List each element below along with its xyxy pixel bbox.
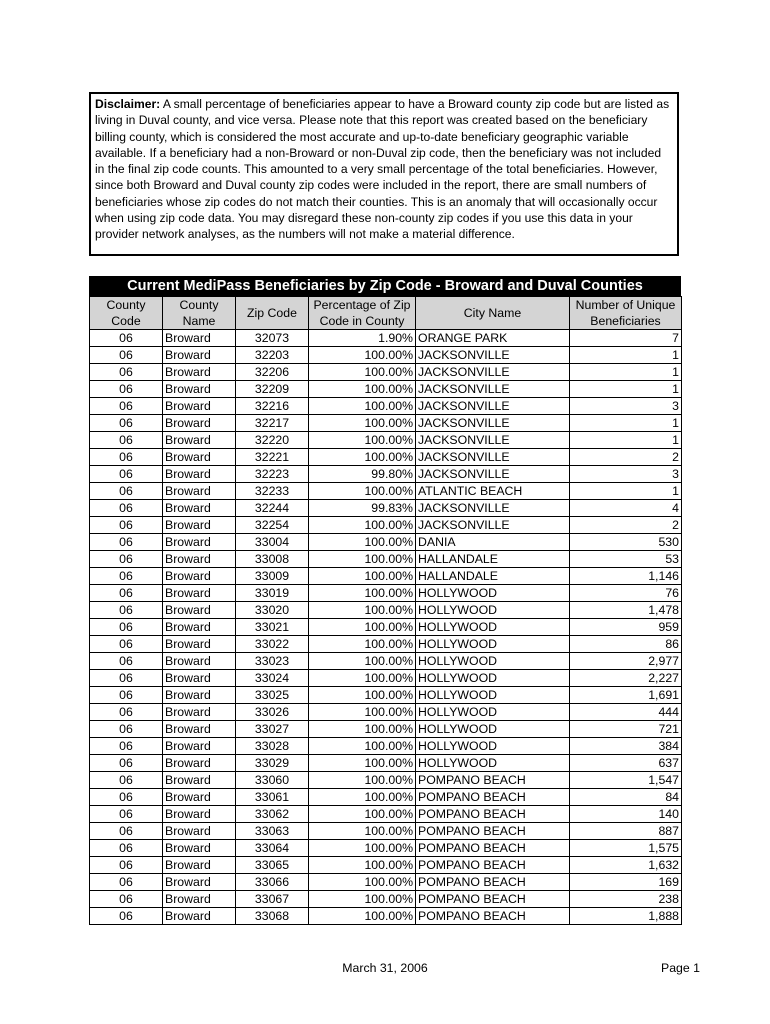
- table-row: [90, 772, 682, 789]
- cell-city-name: POMPANO BEACH: [416, 857, 570, 874]
- cell-percentage: 100.00%: [309, 517, 416, 534]
- table-row: [90, 789, 682, 806]
- cell-percentage: 100.00%: [309, 653, 416, 670]
- table-row: [90, 891, 682, 908]
- header-county-name: County Name: [163, 297, 236, 330]
- cell-city-name: JACKSONVILLE: [416, 500, 570, 517]
- cell-county-name: Broward: [163, 806, 236, 823]
- cell-zip-code: 32233: [236, 483, 309, 500]
- cell-county-code: 06: [90, 653, 163, 670]
- cell-percentage: 100.00%: [309, 432, 416, 449]
- cell-percentage: 100.00%: [309, 908, 416, 925]
- cell-county-code: 06: [90, 687, 163, 704]
- cell-county-code: 06: [90, 551, 163, 568]
- cell-county-name: Broward: [163, 398, 236, 415]
- cell-county-code: 06: [90, 330, 163, 347]
- footer-date: March 31, 2006: [342, 961, 428, 975]
- cell-beneficiaries: 887: [570, 823, 682, 840]
- cell-city-name: POMPANO BEACH: [416, 789, 570, 806]
- cell-zip-code: 33066: [236, 874, 309, 891]
- cell-city-name: HOLLYWOOD: [416, 721, 570, 738]
- cell-county-code: 06: [90, 466, 163, 483]
- cell-percentage: 100.00%: [309, 806, 416, 823]
- cell-county-code: 06: [90, 840, 163, 857]
- cell-county-name: Broward: [163, 483, 236, 500]
- cell-city-name: HALLANDALE: [416, 568, 570, 585]
- footer-page-number: Page 1: [661, 961, 700, 975]
- cell-percentage: 100.00%: [309, 840, 416, 857]
- cell-county-name: Broward: [163, 857, 236, 874]
- cell-county-code: 06: [90, 602, 163, 619]
- cell-beneficiaries: 1,575: [570, 840, 682, 857]
- cell-city-name: HOLLYWOOD: [416, 585, 570, 602]
- cell-percentage: 100.00%: [309, 823, 416, 840]
- cell-county-code: 06: [90, 398, 163, 415]
- cell-zip-code: 32206: [236, 364, 309, 381]
- cell-zip-code: 33029: [236, 755, 309, 772]
- cell-zip-code: 33064: [236, 840, 309, 857]
- cell-city-name: HALLANDALE: [416, 551, 570, 568]
- cell-county-name: Broward: [163, 823, 236, 840]
- cell-beneficiaries: 1: [570, 432, 682, 449]
- cell-county-code: 06: [90, 806, 163, 823]
- cell-city-name: HOLLYWOOD: [416, 738, 570, 755]
- cell-beneficiaries: 1: [570, 364, 682, 381]
- cell-beneficiaries: 1: [570, 415, 682, 432]
- cell-county-name: Broward: [163, 585, 236, 602]
- disclaimer-text: A small percentage of beneficiaries appear to have a Broward county zip code but are listed as living in Duval county, and vice versa. Please note that this report was created based on the beneficiary billing county, which is considered the most accurate and up-to-date beneficiary geographic variable available. If a beneficiary had a non-Broward or non-Duval zip code, then the beneficiary was not included in the final zip code counts. This amounted to a very small percentage of the total beneficiaries. However, since both Broward and Duval county zip codes were included in the report, there are small numbers of beneficiaries whose zip codes do not match their counties. This is an anomaly that will occasionally occur when using zip code data. You may disregard these non-county zip codes if you use this data in your provider network analyses, as the numbers will not make a material difference.: [95, 97, 670, 242]
- table-row: [90, 330, 682, 347]
- cell-percentage: 100.00%: [309, 449, 416, 466]
- cell-county-name: Broward: [163, 789, 236, 806]
- cell-percentage: 100.00%: [309, 789, 416, 806]
- cell-county-name: Broward: [163, 534, 236, 551]
- cell-percentage: 100.00%: [309, 721, 416, 738]
- cell-city-name: JACKSONVILLE: [416, 381, 570, 398]
- cell-percentage: 100.00%: [309, 585, 416, 602]
- cell-county-name: Broward: [163, 517, 236, 534]
- cell-city-name: JACKSONVILLE: [416, 517, 570, 534]
- cell-percentage: 100.00%: [309, 602, 416, 619]
- table-row: [90, 602, 682, 619]
- cell-zip-code: 33020: [236, 602, 309, 619]
- cell-percentage: 100.00%: [309, 874, 416, 891]
- table-row: [90, 874, 682, 891]
- cell-county-code: 06: [90, 364, 163, 381]
- cell-zip-code: 33028: [236, 738, 309, 755]
- table-row: [90, 551, 682, 568]
- cell-zip-code: 33067: [236, 891, 309, 908]
- cell-beneficiaries: 4: [570, 500, 682, 517]
- table-row: [90, 687, 682, 704]
- table-row: [90, 415, 682, 432]
- cell-zip-code: 33026: [236, 704, 309, 721]
- cell-county-name: Broward: [163, 755, 236, 772]
- cell-county-code: 06: [90, 738, 163, 755]
- cell-percentage: 100.00%: [309, 568, 416, 585]
- header-beneficiaries: Number of Unique Beneficiaries: [570, 297, 682, 330]
- cell-percentage: 100.00%: [309, 347, 416, 364]
- cell-percentage: 100.00%: [309, 738, 416, 755]
- cell-county-name: Broward: [163, 449, 236, 466]
- cell-zip-code: 32221: [236, 449, 309, 466]
- cell-county-name: Broward: [163, 738, 236, 755]
- cell-county-code: 06: [90, 517, 163, 534]
- table-title: Current MediPass Beneficiaries by Zip Code - Broward and Duval Counties: [89, 276, 681, 296]
- table-row: [90, 347, 682, 364]
- table-row: [90, 670, 682, 687]
- cell-county-name: Broward: [163, 364, 236, 381]
- cell-beneficiaries: 1,547: [570, 772, 682, 789]
- disclaimer-box: [89, 92, 679, 256]
- cell-city-name: HOLLYWOOD: [416, 670, 570, 687]
- cell-county-name: Broward: [163, 330, 236, 347]
- cell-percentage: 100.00%: [309, 755, 416, 772]
- cell-percentage: 100.00%: [309, 398, 416, 415]
- beneficiaries-table-section: [89, 276, 681, 925]
- cell-beneficiaries: 637: [570, 755, 682, 772]
- cell-county-code: 06: [90, 483, 163, 500]
- cell-beneficiaries: 238: [570, 891, 682, 908]
- cell-county-name: Broward: [163, 840, 236, 857]
- cell-county-name: Broward: [163, 653, 236, 670]
- cell-percentage: 100.00%: [309, 857, 416, 874]
- cell-county-code: 06: [90, 670, 163, 687]
- cell-beneficiaries: 1,478: [570, 602, 682, 619]
- cell-city-name: POMPANO BEACH: [416, 823, 570, 840]
- cell-county-name: Broward: [163, 500, 236, 517]
- cell-county-code: 06: [90, 891, 163, 908]
- cell-zip-code: 33021: [236, 619, 309, 636]
- table-body: [90, 330, 682, 925]
- table-row: [90, 840, 682, 857]
- table-row: [90, 585, 682, 602]
- cell-beneficiaries: 1: [570, 347, 682, 364]
- table-row: [90, 432, 682, 449]
- cell-city-name: HOLLYWOOD: [416, 687, 570, 704]
- cell-zip-code: 33060: [236, 772, 309, 789]
- table-row: [90, 636, 682, 653]
- cell-zip-code: 32216: [236, 398, 309, 415]
- cell-percentage: 100.00%: [309, 551, 416, 568]
- cell-city-name: JACKSONVILLE: [416, 364, 570, 381]
- table-row: [90, 653, 682, 670]
- cell-county-name: Broward: [163, 415, 236, 432]
- table-row: [90, 857, 682, 874]
- cell-percentage: 100.00%: [309, 772, 416, 789]
- cell-county-code: 06: [90, 568, 163, 585]
- disclaimer-label: Disclaimer:: [95, 97, 161, 111]
- cell-county-code: 06: [90, 755, 163, 772]
- cell-city-name: POMPANO BEACH: [416, 772, 570, 789]
- cell-zip-code: 32254: [236, 517, 309, 534]
- table-header-row: [90, 297, 682, 330]
- cell-city-name: JACKSONVILLE: [416, 347, 570, 364]
- cell-city-name: JACKSONVILLE: [416, 466, 570, 483]
- cell-beneficiaries: 53: [570, 551, 682, 568]
- table-row: [90, 381, 682, 398]
- cell-beneficiaries: 7: [570, 330, 682, 347]
- cell-zip-code: 33062: [236, 806, 309, 823]
- cell-beneficiaries: 2: [570, 517, 682, 534]
- cell-zip-code: 32220: [236, 432, 309, 449]
- cell-beneficiaries: 530: [570, 534, 682, 551]
- cell-county-name: Broward: [163, 704, 236, 721]
- table-row: [90, 755, 682, 772]
- cell-zip-code: 33024: [236, 670, 309, 687]
- header-percentage: Percentage of Zip Code in County: [309, 297, 416, 330]
- cell-percentage: 1.90%: [309, 330, 416, 347]
- cell-county-name: Broward: [163, 619, 236, 636]
- cell-beneficiaries: 140: [570, 806, 682, 823]
- table-row: [90, 806, 682, 823]
- cell-zip-code: 33009: [236, 568, 309, 585]
- table-row: [90, 568, 682, 585]
- cell-county-name: Broward: [163, 908, 236, 925]
- cell-county-name: Broward: [163, 466, 236, 483]
- cell-county-code: 06: [90, 500, 163, 517]
- cell-county-code: 06: [90, 415, 163, 432]
- cell-percentage: 100.00%: [309, 415, 416, 432]
- cell-zip-code: 33061: [236, 789, 309, 806]
- cell-city-name: POMPANO BEACH: [416, 840, 570, 857]
- cell-county-code: 06: [90, 381, 163, 398]
- table-row: [90, 823, 682, 840]
- cell-percentage: 100.00%: [309, 704, 416, 721]
- cell-zip-code: 32223: [236, 466, 309, 483]
- cell-zip-code: 32073: [236, 330, 309, 347]
- cell-beneficiaries: 721: [570, 721, 682, 738]
- table-row: [90, 466, 682, 483]
- cell-city-name: HOLLYWOOD: [416, 704, 570, 721]
- cell-county-code: 06: [90, 619, 163, 636]
- cell-percentage: 100.00%: [309, 687, 416, 704]
- cell-zip-code: 33022: [236, 636, 309, 653]
- cell-county-code: 06: [90, 636, 163, 653]
- cell-city-name: HOLLYWOOD: [416, 636, 570, 653]
- header-county-code: County Code: [90, 297, 163, 330]
- cell-county-code: 06: [90, 772, 163, 789]
- cell-county-code: 06: [90, 823, 163, 840]
- cell-county-name: Broward: [163, 568, 236, 585]
- cell-percentage: 99.80%: [309, 466, 416, 483]
- cell-county-code: 06: [90, 721, 163, 738]
- cell-percentage: 100.00%: [309, 636, 416, 653]
- cell-beneficiaries: 959: [570, 619, 682, 636]
- cell-zip-code: 33025: [236, 687, 309, 704]
- cell-city-name: JACKSONVILLE: [416, 398, 570, 415]
- cell-percentage: 100.00%: [309, 534, 416, 551]
- cell-zip-code: 32217: [236, 415, 309, 432]
- cell-county-code: 06: [90, 585, 163, 602]
- table-row: [90, 500, 682, 517]
- cell-percentage: 100.00%: [309, 670, 416, 687]
- beneficiaries-table: [89, 296, 682, 925]
- cell-zip-code: 33065: [236, 857, 309, 874]
- cell-county-code: 06: [90, 432, 163, 449]
- table-row: [90, 534, 682, 551]
- cell-county-name: Broward: [163, 381, 236, 398]
- cell-beneficiaries: 2: [570, 449, 682, 466]
- cell-beneficiaries: 1: [570, 483, 682, 500]
- cell-beneficiaries: 3: [570, 398, 682, 415]
- cell-beneficiaries: 86: [570, 636, 682, 653]
- cell-zip-code: 33068: [236, 908, 309, 925]
- cell-beneficiaries: 1: [570, 381, 682, 398]
- cell-zip-code: 33019: [236, 585, 309, 602]
- cell-city-name: HOLLYWOOD: [416, 653, 570, 670]
- cell-beneficiaries: 2,227: [570, 670, 682, 687]
- cell-percentage: 100.00%: [309, 381, 416, 398]
- cell-city-name: JACKSONVILLE: [416, 432, 570, 449]
- cell-zip-code: 33063: [236, 823, 309, 840]
- cell-county-name: Broward: [163, 432, 236, 449]
- table-row: [90, 619, 682, 636]
- cell-beneficiaries: 169: [570, 874, 682, 891]
- cell-zip-code: 32209: [236, 381, 309, 398]
- cell-county-name: Broward: [163, 687, 236, 704]
- table-row: [90, 398, 682, 415]
- cell-city-name: HOLLYWOOD: [416, 602, 570, 619]
- cell-percentage: 100.00%: [309, 619, 416, 636]
- cell-beneficiaries: 3: [570, 466, 682, 483]
- table-row: [90, 364, 682, 381]
- table-row: [90, 449, 682, 466]
- cell-beneficiaries: 384: [570, 738, 682, 755]
- cell-beneficiaries: 1,146: [570, 568, 682, 585]
- cell-beneficiaries: 84: [570, 789, 682, 806]
- cell-city-name: POMPANO BEACH: [416, 806, 570, 823]
- cell-zip-code: 32244: [236, 500, 309, 517]
- cell-city-name: ATLANTIC BEACH: [416, 483, 570, 500]
- cell-city-name: POMPANO BEACH: [416, 874, 570, 891]
- cell-beneficiaries: 1,632: [570, 857, 682, 874]
- cell-county-code: 06: [90, 874, 163, 891]
- cell-county-name: Broward: [163, 721, 236, 738]
- cell-beneficiaries: 1,888: [570, 908, 682, 925]
- cell-county-name: Broward: [163, 772, 236, 789]
- cell-zip-code: 33027: [236, 721, 309, 738]
- cell-zip-code: 33004: [236, 534, 309, 551]
- cell-county-name: Broward: [163, 347, 236, 364]
- cell-city-name: POMPANO BEACH: [416, 891, 570, 908]
- cell-county-code: 06: [90, 857, 163, 874]
- cell-county-code: 06: [90, 704, 163, 721]
- table-row: [90, 908, 682, 925]
- cell-percentage: 100.00%: [309, 891, 416, 908]
- table-row: [90, 704, 682, 721]
- cell-percentage: 99.83%: [309, 500, 416, 517]
- cell-county-name: Broward: [163, 874, 236, 891]
- cell-city-name: HOLLYWOOD: [416, 619, 570, 636]
- cell-county-code: 06: [90, 908, 163, 925]
- cell-zip-code: 32203: [236, 347, 309, 364]
- cell-beneficiaries: 444: [570, 704, 682, 721]
- cell-beneficiaries: 1,691: [570, 687, 682, 704]
- cell-city-name: JACKSONVILLE: [416, 415, 570, 432]
- cell-city-name: ORANGE PARK: [416, 330, 570, 347]
- cell-county-name: Broward: [163, 636, 236, 653]
- cell-city-name: POMPANO BEACH: [416, 908, 570, 925]
- cell-city-name: JACKSONVILLE: [416, 449, 570, 466]
- cell-zip-code: 33023: [236, 653, 309, 670]
- cell-county-code: 06: [90, 347, 163, 364]
- cell-county-code: 06: [90, 789, 163, 806]
- cell-percentage: 100.00%: [309, 483, 416, 500]
- table-row: [90, 738, 682, 755]
- cell-city-name: HOLLYWOOD: [416, 755, 570, 772]
- cell-percentage: 100.00%: [309, 364, 416, 381]
- header-city-name: City Name: [416, 297, 570, 330]
- table-row: [90, 517, 682, 534]
- cell-county-name: Broward: [163, 602, 236, 619]
- cell-county-code: 06: [90, 449, 163, 466]
- cell-county-name: Broward: [163, 891, 236, 908]
- cell-county-code: 06: [90, 534, 163, 551]
- table-row: [90, 721, 682, 738]
- cell-beneficiaries: 76: [570, 585, 682, 602]
- table-row: [90, 483, 682, 500]
- cell-beneficiaries: 2,977: [570, 653, 682, 670]
- cell-county-name: Broward: [163, 551, 236, 568]
- header-zip-code: Zip Code: [236, 297, 309, 330]
- cell-city-name: DANIA: [416, 534, 570, 551]
- cell-county-name: Broward: [163, 670, 236, 687]
- cell-zip-code: 33008: [236, 551, 309, 568]
